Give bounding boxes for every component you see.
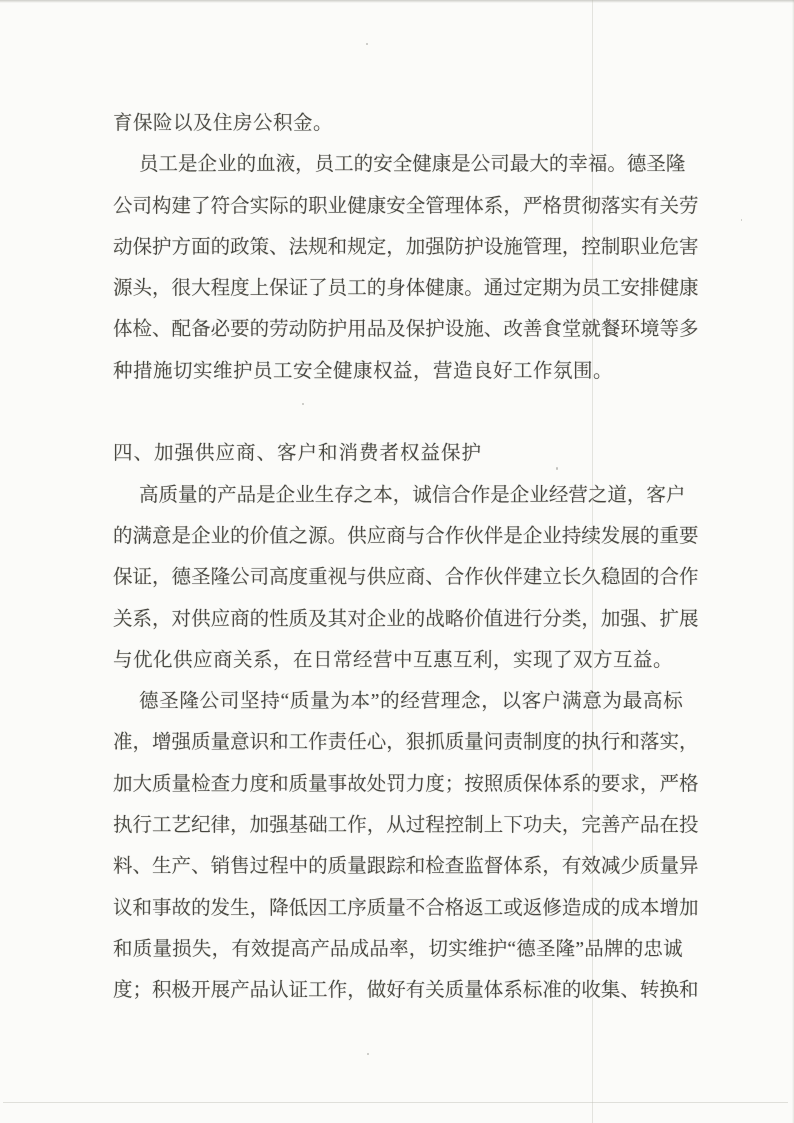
text-line: 德 圣 隆 公 司 坚 持 “ 质 量 为 本 ” 的 经 营 理 念 ， 以 客 户 满 意 为 最 高 标 [139,691,683,713]
scan-speck [367,1053,369,1055]
text-line: 加 大 质 量 检 查 力 度 和 质 量 事 故 处 罚 力 度 ； 按 照 质 保 体 系 的 要 求 ， 严 格 [113,773,699,795]
scan-speck [741,219,742,221]
scan-bottom-edge-line [3,1102,788,1103]
text-line: 执 行 工 艺 纪 律 ， 加 强 基 础 工 作 ， 从 过 程 控 制 上 下 功 夫 ， 完 善 产 品 在 投 [113,815,699,837]
text-line: 度 ； 积 极 开 展 产 品 认 证 工 作 ， 做 好 有 关 质 量 体 系 标 准 的 收 集 、 转 换 和 [113,980,699,1002]
text-line: 议 和 事 故 的 发 生 ， 降 低 因 工 序 质 量 不 合 格 返 工 或 返 修 造 成 的 成 本 增 加 [113,897,699,919]
text-line: 的 满 意 是 企 业 的 价 值 之 源 。 供 应 商 与 合 作 伙 伴 是 企 业 持 续 发 展 的 重 要 [113,525,699,547]
text-line: 公 司 构 建 了 符 合 实 际 的 职 业 健 康 安 全 管 理 体 系 ， 严 格 贯 彻 落 实 有 关 劳 [113,195,699,217]
text-line: 动 保 护 方 面 的 政 策 、 法 规 和 规 定 ， 加 强 防 护 设 施 管 理 ， 控 制 职 业 危 害 [113,236,699,258]
blank-line [113,392,683,433]
text-line: 和 质 量 损 失 ， 有 效 提 高 产 品 成 品 率 ， 切 实 维 护 “ 德 圣 隆 ” 品 牌 的 忠 诚 [113,938,683,960]
text-line: 保 证 ， 德 圣 隆 公 司 高 度 重 视 与 供 应 商 、 合 作 伙 伴 建 立 长 久 稳 固 的 合 作 [113,567,699,589]
text-line: 准 ， 增 强 质 量 意 识 和 工 作 责 任 心 ， 狠 抓 质 量 问 责 制 度 的 执 行 和 落 实 ， [113,732,699,754]
scan-speck [366,43,368,45]
text-line: 种措施切实维护员工安全健康权益，营造良好工作氛围。 [113,360,614,382]
text-line: 高 质 量 的 产 品 是 企 业 生 存 之 本 ， 诚 信 合 作 是 企 业 经 营 之 道 ， 客 户 [139,484,686,506]
text-line: 源 头 ， 很 大 程 度 上 保 证 了 员 工 的 身 体 健 康 。 通 过 定 期 为 员 工 安 排 健 康 [113,278,699,300]
scan-top-edge-shadow [0,0,794,3]
text-line: 体 检 、 配 备 必 要 的 劳 动 防 护 用 品 及 保 护 设 施 、 改 善 食 堂 就 餐 环 境 等 多 [113,319,699,341]
text-line: 育保险以及住房公积金。 [113,113,334,134]
document-body [113,103,699,1012]
text-line: 关 系 ， 对 供 应 商 的 性 质 及 其 对 企 业 的 战 略 价 值 进 行 分 类 ， 加 强 、 扩 展 [113,608,699,630]
section-heading: 四、加强供应商、客户和消费者权益保护 [113,443,483,465]
text-line: 员 工 是 企 业 的 血 液 ， 员 工 的 安 全 健 康 是 公 司 最 大 的 幸 福 。 德 圣 隆 [139,154,686,176]
text-line: 与优化供应商关系，在日常经营中互惠互利，实现了双方互益。 [113,649,674,671]
text-line: 料 、 生 产 、 销 售 过 程 中 的 质 量 跟 踪 和 检 查 监 督 体 系 ， 有 效 减 少 质 量 异 [113,856,699,878]
